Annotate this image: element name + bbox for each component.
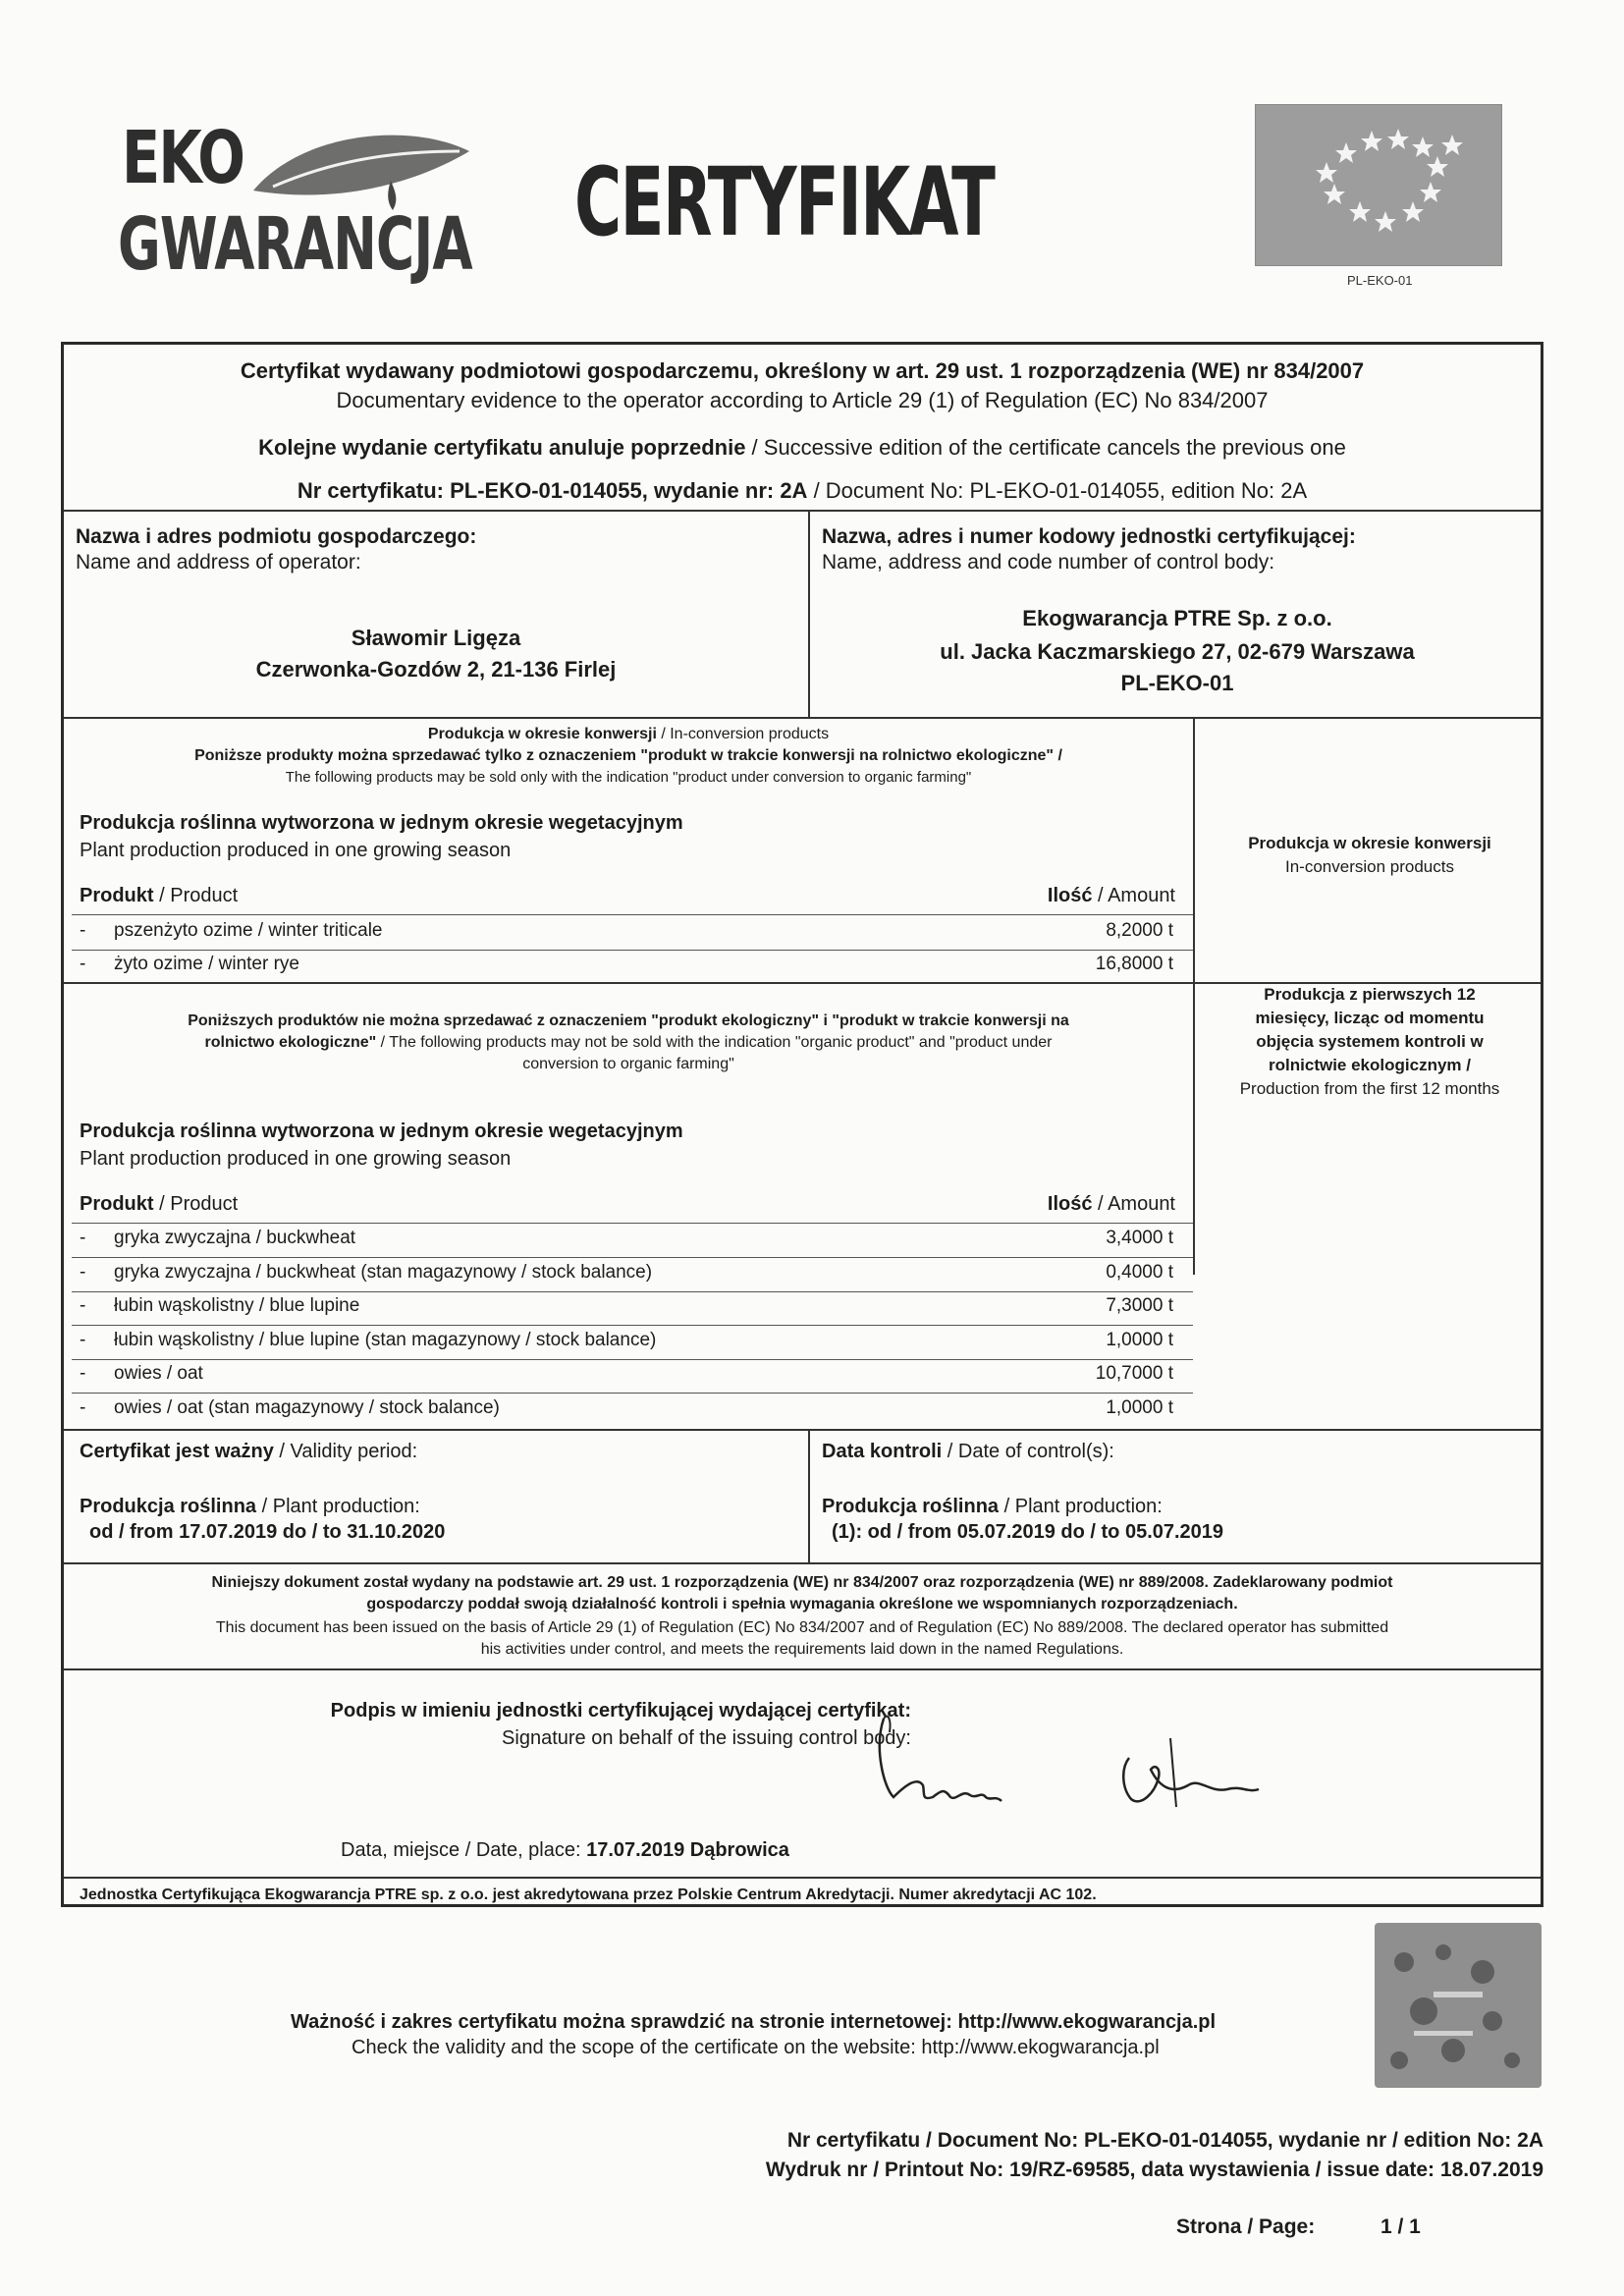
control-date-label-pl: Data kontroli [822,1441,943,1462]
conversion-title-pl: Produkcja w okresie konwersji [427,726,657,742]
divider [72,1223,1193,1224]
conversion-col-amount-en: / Amount [1092,885,1175,906]
divider [64,1668,1541,1670]
signature-date-label: Data, miejsce / Date, place: [341,1839,587,1861]
logo-text-eko: EKO [122,116,244,200]
divider [64,510,1541,512]
validity-range: od / from 17.07.2019 do / to 31.10.2020 [89,1521,446,1543]
validity-label [80,1441,417,1463]
basis-en-2: his activities under control, and meets the requirements laid down in the named Regulations. [480,1641,1124,1658]
control-body-label-en: Name, address and code number of control body: [822,551,1275,574]
divider [72,1359,1193,1360]
conversion-col-amount [1048,885,1175,907]
header-line-2: Documentary evidence to the operator according to Article 29 (1) of Regulation (EC) No 834/2007 [336,388,1269,412]
first12-side-pl2: miesięcy, licząc od momentu [1255,1009,1485,1027]
first12-item [80,1295,1181,1327]
first12-item-amount: 3,4000 t [1106,1228,1173,1248]
signature-date [341,1839,789,1862]
operator-name: Sławomir Ligęza [351,626,521,650]
basis-en-1: This document has been issued on the basis of Article 29 (1) of Regulation (EC) No 834/2007 and of Regulation (EC) No 889/2008. The declared operator has submitted [215,1619,1389,1636]
conversion-item-name: pszenżyto ozime / winter triticale [114,920,383,941]
divider [64,1429,1541,1431]
first12-side-pl4: rolnictwie ekologicznym / [1269,1056,1471,1074]
footer-check-en: Check the validity and the scope of the certificate on the website: http://www.ekogwarancja.pl [352,2037,1160,2058]
first12-item-dash: - [80,1295,86,1316]
first12-col-amount [1048,1193,1175,1216]
control-body-label-pl: Nazwa, adres i numer kodowy jednostki certyfikującej: [822,525,1356,548]
first12-item-name: owies / oat [114,1363,203,1384]
validity-label-en: / Validity period: [273,1441,418,1462]
first12-side-pl3: objęcia systemem kontroli w [1256,1032,1484,1051]
first12-item-amount: 1,0000 t [1106,1330,1173,1350]
first12-item-name: łubin wąskolistny / blue lupine (stan magazynowy / stock balance) [114,1330,657,1350]
validity-production-en: / Plant production: [256,1496,420,1517]
eu-code-label: PL-EKO-01 [1347,273,1413,288]
conversion-item [80,954,1181,985]
control-body-code: PL-EKO-01 [1120,671,1234,695]
divider [72,1291,1193,1292]
ekogwarancja-logo [116,116,472,293]
first12-col-product-pl: Produkt [80,1193,154,1215]
validity-label-pl: Certyfikat jest ważny [80,1441,274,1462]
signature-label-en: Signature on behalf of the issuing control body: [502,1727,911,1749]
operator-label-pl: Nazwa i adres podmiotu gospodarczego: [76,525,477,548]
first12-item-dash: - [80,1228,86,1248]
conversion-section-en: Plant production produced in one growing season [80,840,512,861]
conversion-title-en: / In-conversion products [656,726,830,742]
control-body-name: Ekogwarancja PTRE Sp. z o.o. [1022,606,1332,630]
control-body-address: ul. Jacka Kaczmarskiego 27, 02-679 Warszawa [940,639,1415,664]
first12-item [80,1363,1181,1394]
header-line-3-pl: Kolejne wydanie certyfikatu anuluje poprzednie [258,435,746,460]
first12-side-pl1: Produkcja z pierwszych 12 [1264,985,1476,1004]
divider [64,1562,1541,1564]
footer-docno-value: PL-EKO-01-014055, wydanie nr [1084,2129,1387,2152]
first12-side-en: Production from the first 12 months [1239,1079,1500,1098]
validity-production [80,1496,420,1518]
footer-docno-mid: / edition No: [1386,2129,1518,2152]
first12-col-product-en: / Product [153,1193,239,1215]
control-date-range: (1): od / from 05.07.2019 do / to 05.07.2019 [832,1521,1224,1543]
signature-date-value: 17.07.2019 Dąbrowica [586,1839,789,1861]
divider [808,1429,810,1562]
divider [64,982,1541,984]
conversion-col-product-en: / Product [153,885,239,906]
header-line-4 [64,478,1541,504]
header-line-4-pl: Nr certyfikatu: PL-EKO-01-014055, wydanie nr: 2A [297,478,808,503]
first12-item [80,1397,1181,1429]
eu-leaf-stars-icon [1256,105,1503,267]
footer-docno-edition: 2A [1517,2129,1543,2152]
header-line-3-en: / Successive edition of the certificate cancels the previous one [745,435,1346,460]
divider [72,914,1193,915]
first12-item-dash: - [80,1330,86,1350]
handwritten-signature [864,1699,1316,1827]
control-date-production-en: / Plant production: [999,1496,1163,1517]
eu-organic-leaf-icon [1255,104,1502,266]
first12-item-name: gryka zwyczajna / buckwheat [114,1228,356,1248]
hologram-pattern-icon [1375,1923,1542,2088]
footer-document-no [787,2129,1543,2153]
footer-docno-label: Nr certyfikatu / Document No: [786,2129,1085,2152]
conversion-title [64,726,1193,743]
first12-item-dash: - [80,1262,86,1283]
validity-production-pl: Produkcja roślinna [80,1496,257,1517]
conversion-col-amount-pl: Ilość [1047,885,1093,906]
first12-item-amount: 0,4000 t [1106,1262,1173,1283]
control-date-production-pl: Produkcja roślinna [822,1496,1000,1517]
logo-text-gwarancja: GWARANCJA [118,202,472,287]
divider [72,1325,1193,1326]
conversion-item-amount: 16,8000 t [1095,954,1173,974]
conversion-item-name: żyto ozime / winter rye [114,954,299,974]
footer-check-pl: Ważność i zakres certyfikatu można sprawdzić na stronie internetowej: http://www.ekogwarancja.pl [291,2011,1217,2033]
certificate-frame [61,342,1543,1907]
first12-item-dash: - [80,1397,86,1418]
first12-section-pl: Produkcja roślinna wytworzona w jednym okresie wegetacyjnym [80,1121,683,1142]
conversion-note-en: The following products may be sold only with the indication "product under conversion to organic farming" [285,769,972,786]
operator-address: Czerwonka-Gozdów 2, 21-136 Firlej [255,657,617,682]
first12-note-en2: / The following products may not be sold with the indication "organic product" and "product under [376,1034,1053,1051]
conversion-item-amount: 8,2000 t [1106,920,1173,941]
basis-pl-1: Niniejszy dokument został wydany na podstawie art. 29 ust. 1 rozporządzenia (WE) nr 834/2007 oraz rozporządzenia (WE) nr 889/2008. Zadeklarowany podmiot [211,1574,1393,1591]
first12-item-dash: - [80,1363,86,1384]
conversion-side-pl: Produkcja w okresie konwersji [1248,834,1491,852]
divider [64,717,1541,719]
first12-item-amount: 10,7000 t [1095,1363,1173,1384]
first12-col-amount-en: / Amount [1092,1193,1175,1215]
accreditation-text: Jednostka Certyfikująca Ekogwarancja PTRE sp. z o.o. jest akredytowana przez Polskie Centrum Akredytacji. Numer akredytacji AC 102. [80,1886,1097,1903]
footer-page-label: Strona / Page: [1176,2215,1316,2238]
conversion-side-en: In-conversion products [1285,857,1454,876]
first12-item-amount: 1,0000 t [1106,1397,1173,1418]
first12-note-en3: conversion to organic farming" [522,1056,734,1072]
first12-item-name: owies / oat (stan magazynowy / stock balance) [114,1397,500,1418]
first12-note-pl2: rolnictwo ekologiczne" [204,1034,377,1051]
footer-print-date: 18.07.2019 [1439,2159,1543,2181]
first12-note-pl1: Poniższych produktów nie można sprzedawać z oznaczeniem "produkt ekologiczny" i "produkt w trakcie konwersji na [188,1012,1069,1029]
footer-print-mid: / issue date: [1309,2159,1440,2181]
first12-item-name: gryka zwyczajna / buckwheat (stan magazynowy / stock balance) [114,1262,653,1283]
certificate-title: CERTYFIKAT [574,147,995,257]
first12-col-product [80,1193,238,1216]
first12-item-name: łubin wąskolistny / blue lupine [114,1295,360,1316]
conversion-section-pl: Produkcja roślinna wytworzona w jednym okresie wegetacyjnym [80,812,683,834]
control-date-label [822,1441,1114,1463]
conversion-item-dash: - [80,954,86,974]
divider [72,1393,1193,1394]
first12-note-line2 [64,1034,1193,1052]
header-line-3 [64,435,1541,461]
header-line-4-en: / Document No: PL-EKO-01-014055, edition No: 2A [807,478,1308,503]
operator-label-en: Name and address of operator: [76,551,361,574]
footer-printout-no [766,2159,1543,2182]
divider [72,1257,1193,1258]
conversion-col-product [80,885,238,907]
first12-item [80,1262,1181,1293]
first12-section-en: Plant production produced in one growing season [80,1148,512,1170]
first12-item [80,1228,1181,1259]
conversion-note-pl: Poniższe produkty można sprzedawać tylko z oznaczeniem "produkt w trakcie konwersji na rolnictwo ekologiczne" / [194,747,1062,764]
conversion-item-dash: - [80,920,86,941]
first12-item-amount: 7,3000 t [1106,1295,1173,1316]
control-date-production [822,1496,1163,1518]
header-line-1: Certyfikat wydawany podmiotowi gospodarczemu, określony w art. 29 ust. 1 rozporządzenia (WE) nr 834/2007 [240,358,1365,383]
signature-label-pl: Podpis w imieniu jednostki certyfikującej wydającej certyfikat: [330,1700,911,1722]
divider [64,1877,1541,1879]
conversion-item [80,920,1181,952]
basis-pl-2: gospodarczy poddał swoją działalność kontroli i spełnia wymagania określone we wspomnianych rozporządzeniach. [366,1596,1238,1613]
conversion-col-product-pl: Produkt [80,885,154,906]
control-date-label-en: / Date of control(s): [942,1441,1114,1462]
footer-print-label: Wydruk nr / Printout No: [765,2159,1010,2181]
footer-print-value: 19/RZ-69585, data wystawienia [1009,2159,1310,2181]
security-hologram-icon [1375,1923,1542,2088]
first12-col-amount-pl: Ilość [1047,1193,1093,1215]
divider [72,950,1193,951]
first12-item [80,1330,1181,1361]
footer-page-value: 1 / 1 [1380,2215,1421,2238]
